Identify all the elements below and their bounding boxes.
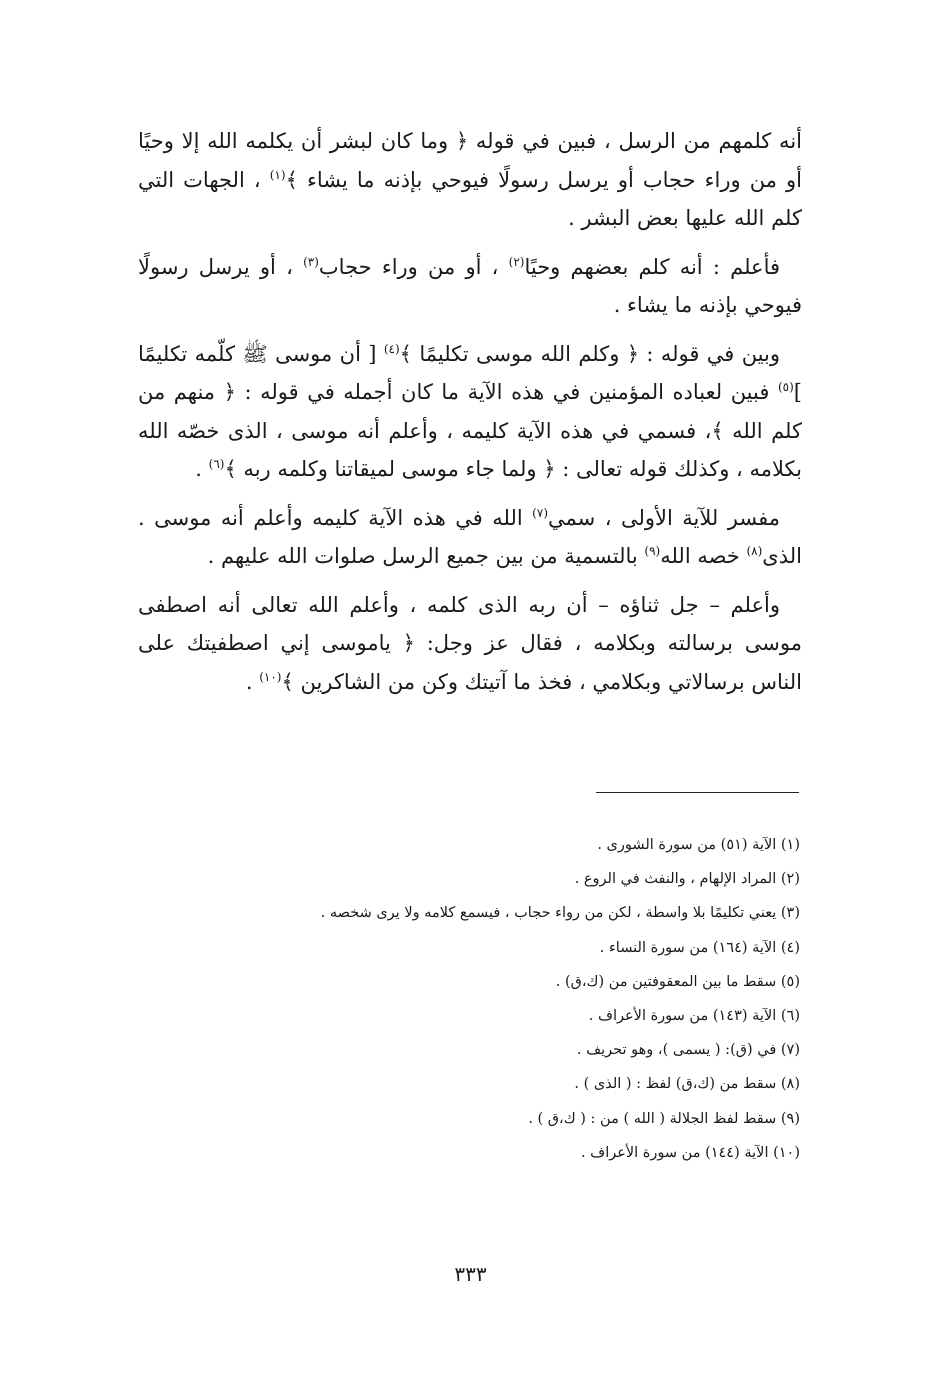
text-run: .	[195, 457, 209, 481]
text-run: فبين لعباده المؤمنين في هذه الآية ما كان أجمله في قوله : ﴿ منهم من كلم الله ﴾، فسمي في هذه الآية كليمه ، وأعلم أنه موسى ، الذى خصّه الله بكلامه ، وكذلك قوله تعالى : ﴿ ولما جاء موسى لميقاتنا وكلمه ربه ﴾	[138, 380, 802, 481]
footnote-4: (٤) الآية (١٦٤) من سورة النساء .	[599, 939, 800, 956]
text-run: أنه كلمهم من الرسل ، فبين في قوله ﴿ وما كان لبشر أن يكلمه الله إلا وحيًا أو من وراء حجاب أو يرسل رسولًا فيوحي بإذنه ما يشاء ﴾	[138, 129, 803, 192]
text-run: وبين في قوله : ﴿ وكلم الله موسى تكليمًا ﴾	[399, 341, 780, 366]
footnote-5: (٥) سقط ما بين المعقوفتين من (ك،ق) .	[555, 973, 800, 990]
text-run: .	[245, 669, 260, 694]
footnote-ref-10[interactable]: (١٠)	[259, 669, 282, 684]
footnote-ref-5[interactable]: (٥)	[777, 380, 794, 394]
text-run: الله في هذه الآية كليمه وأعلم أنه موسى . الذى	[138, 505, 802, 568]
text-run: ، الجهات التي كلم الله عليها بعض البشر .	[138, 167, 802, 230]
footnotes	[200, 828, 800, 1170]
footnote-ref-2[interactable]: (٢)	[508, 254, 525, 269]
text-run: ، أو من وراء حجاب	[318, 254, 509, 279]
footnote-1: (١) الآية (٥١) من سورة الشورى .	[597, 837, 800, 853]
text-run: مفسر للآية الأولى ، سمي	[548, 505, 780, 530]
paragraph-2	[138, 248, 802, 325]
text-run: ، أو يرسل رسولًا فيوحي بإذنه ما يشاء .	[138, 254, 802, 317]
footnote-9: (٩) سقط لفظ الجلالة ( الله ) من : ( ك،ق ) .	[528, 1110, 800, 1127]
footnote-6: (٦) الآية (١٤٣) من سورة الأعراف .	[588, 1008, 800, 1025]
text-run: وأعلم – جل ثناؤه – أن ربه الذى كلمه ، وأعلم الله تعالى أنه اصطفى موسى برسالته وبكلامه ، فقال عز وجل: ﴿ ياموسى إني اصطفيتك على الناس برسالاتي وبكلامي ، فخذ ما آتيتك وكن من الشاكرين ﴾	[138, 592, 802, 694]
footnote-3: (٣) يعني تكليمًا بلا واسطة ، لكن من رواء حجاب ، فيسمع كلامه ولا يرى شخصه .	[320, 905, 800, 922]
footnote-ref-6[interactable]: (٦)	[208, 457, 225, 471]
main-text	[138, 122, 802, 711]
paragraph-4	[138, 499, 802, 576]
text-run: [ أن موسى ﷺ كلّمه تكليمًا ]	[138, 341, 802, 404]
text-run: خصه الله	[660, 544, 747, 568]
page-number: ٣٣٣	[454, 1262, 487, 1286]
paragraph-3	[138, 335, 802, 489]
text-run: فأعلم : أنه كلم بعضهم وحيًا	[524, 254, 781, 279]
text-run: بالتسمية من بين جميع الرسل صلوات الله عليهم .	[207, 544, 645, 568]
footnote-2: (٢) المراد الإلهام ، والنفث في الروع .	[574, 871, 800, 888]
footnote-ref-4[interactable]: (٤)	[383, 341, 400, 356]
footnote-10: (١٠) الآية (١٤٤) من سورة الأعراف .	[580, 1144, 800, 1161]
footnote-ref-9[interactable]: (٩)	[644, 544, 661, 558]
footnote-ref-7[interactable]: (٧)	[532, 505, 548, 520]
footnote-ref-1[interactable]: (١)	[269, 167, 286, 182]
paragraph-5	[138, 586, 802, 702]
footnote-ref-8[interactable]: (٨)	[746, 544, 763, 558]
paragraph-1	[138, 122, 802, 238]
footnote-ref-3[interactable]: (٣)	[303, 254, 319, 269]
footnote-8: (٨) سقط من (ك،ق) لفظ : ( الذى ) .	[574, 1076, 800, 1093]
footnote-separator	[596, 792, 799, 793]
footnote-7: (٧) في (ق): ( يسمى )، وهو تحريف .	[576, 1042, 800, 1059]
